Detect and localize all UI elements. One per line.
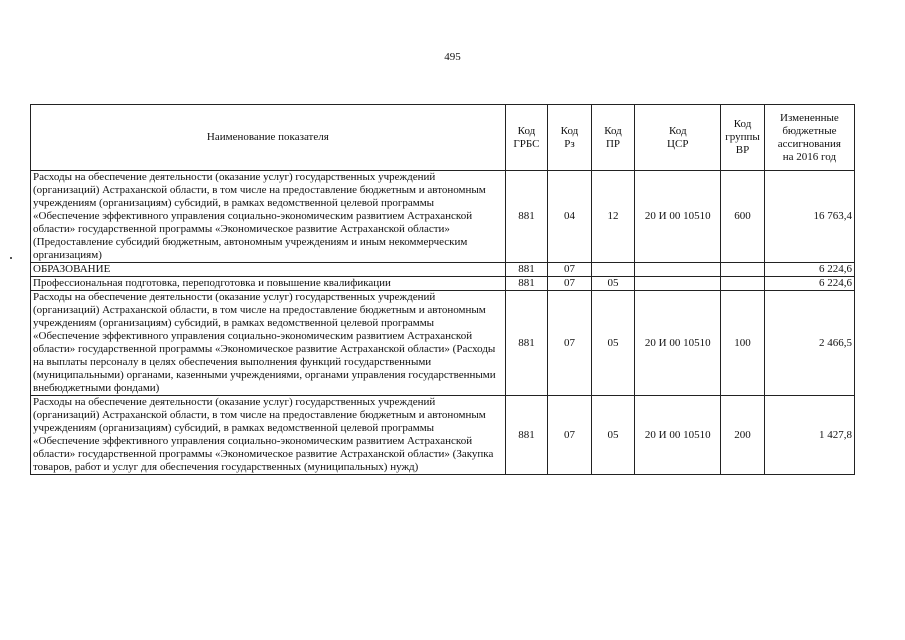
header-grbs-line1: Код [517, 124, 536, 137]
scan-mark [10, 257, 12, 259]
row-pr: 05 [591, 291, 635, 396]
header-row [31, 105, 855, 171]
row-grbs: 881 [505, 396, 547, 475]
header-csr [635, 105, 721, 171]
row-grbs: 881 [505, 263, 547, 277]
header-csr-line2: ЦСР [667, 137, 689, 150]
header-pr-line2: ПР [605, 137, 621, 150]
row-name: ОБРАЗОВАНИЕ [31, 263, 506, 277]
table-row [31, 396, 855, 475]
row-name: Расходы на обеспечение деятельности (оказание услуг) государственных учреждений (организаций) Астраханской области, в том числе на предоставление бюджетным и автономным учреждениям (организациям) субсидий, в рамках ведомственной целевой программы «Обеспечение эффективного управления социально-экономическим развитием Астраханской области» государственной программы «Экономическое развитие Астраханской области» (Расходы на выплаты персоналу в целях обеспечения выполнения функций государственными (муниципальными) органами, казенными учреждениями, органами управления государственными внебюджетными фондами) [31, 291, 506, 396]
budget-table [30, 104, 855, 475]
header-grbs-line2: ГРБС [513, 137, 540, 150]
row-vr [721, 277, 765, 291]
table-row [31, 277, 855, 291]
header-vr-line1: Код [733, 118, 752, 130]
row-vr: 600 [721, 171, 765, 263]
row-pr: 05 [591, 277, 635, 291]
row-pr [591, 263, 635, 277]
header-sum-line1: Измененные [780, 111, 839, 124]
header-vr-line2: группы [725, 131, 760, 143]
row-sum: 6 224,6 [764, 277, 854, 291]
row-name: Расходы на обеспечение деятельности (оказание услуг) государственных учреждений (организаций) Астраханской области, в том числе на предоставление бюджетным и автономным учреждениям (организациям) субсидий, в рамках ведомственной целевой программы «Обеспечение эффективного управления социально-экономическим развитием Астраханской области» государственной программы «Экономическое развитие Астраханской области» (Предоставление субсидий бюджетным, автономным учреждениям и иным некоммерческим организациям) [31, 171, 506, 263]
row-sum: 6 224,6 [764, 263, 854, 277]
row-grbs: 881 [505, 171, 547, 263]
header-pr [591, 105, 635, 171]
header-name: Наименование показателя [31, 105, 506, 171]
header-sum-line4: на 2016 год [782, 150, 837, 163]
row-csr: 20 И 00 10510 [635, 171, 721, 263]
row-pr: 05 [591, 396, 635, 475]
header-vr-line3: ВР [735, 144, 750, 156]
row-sum: 2 466,5 [764, 291, 854, 396]
row-grbs: 881 [505, 291, 547, 396]
row-csr: 20 И 00 10510 [635, 396, 721, 475]
row-csr [635, 263, 721, 277]
row-rz: 04 [548, 171, 592, 263]
table-row [31, 171, 855, 263]
row-pr: 12 [591, 171, 635, 263]
row-rz: 07 [548, 277, 592, 291]
row-vr: 200 [721, 396, 765, 475]
row-csr: 20 И 00 10510 [635, 291, 721, 396]
header-sum-line2: бюджетные [782, 124, 837, 137]
header-sum [764, 105, 854, 171]
header-vr [721, 105, 765, 171]
header-rz-line1: Код [560, 124, 579, 137]
header-sum-line3: ассигнования [777, 137, 841, 150]
page-number: 495 [444, 51, 461, 63]
row-rz: 07 [548, 396, 592, 475]
row-csr [635, 277, 721, 291]
row-vr: 100 [721, 291, 765, 396]
row-name: Расходы на обеспечение деятельности (оказание услуг) государственных учреждений (организаций) Астраханской области, в том числе на предоставление бюджетным и автономным учреждениям (организациям) субсидий, в рамках ведомственной целевой программы «Обеспечение эффективного управления социально-экономическим развитием Астраханской области» государственной программы «Экономическое развитие Астраханской области» (Закупка товаров, работ и услуг для обеспечения государственных (муниципальных) нужд) [31, 396, 506, 475]
row-rz: 07 [548, 263, 592, 277]
row-vr [721, 263, 765, 277]
header-csr-line1: Код [668, 124, 687, 137]
header-rz [548, 105, 592, 171]
row-sum: 16 763,4 [764, 171, 854, 263]
row-grbs: 881 [505, 277, 547, 291]
header-rz-line2: Рз [564, 137, 575, 150]
row-rz: 07 [548, 291, 592, 396]
header-grbs [505, 105, 547, 171]
row-sum: 1 427,8 [764, 396, 854, 475]
table-row [31, 263, 855, 277]
table-row [31, 291, 855, 396]
row-name: Профессиональная подготовка, переподготовка и повышение квалификации [31, 277, 506, 291]
header-pr-line1: Код [604, 124, 622, 137]
